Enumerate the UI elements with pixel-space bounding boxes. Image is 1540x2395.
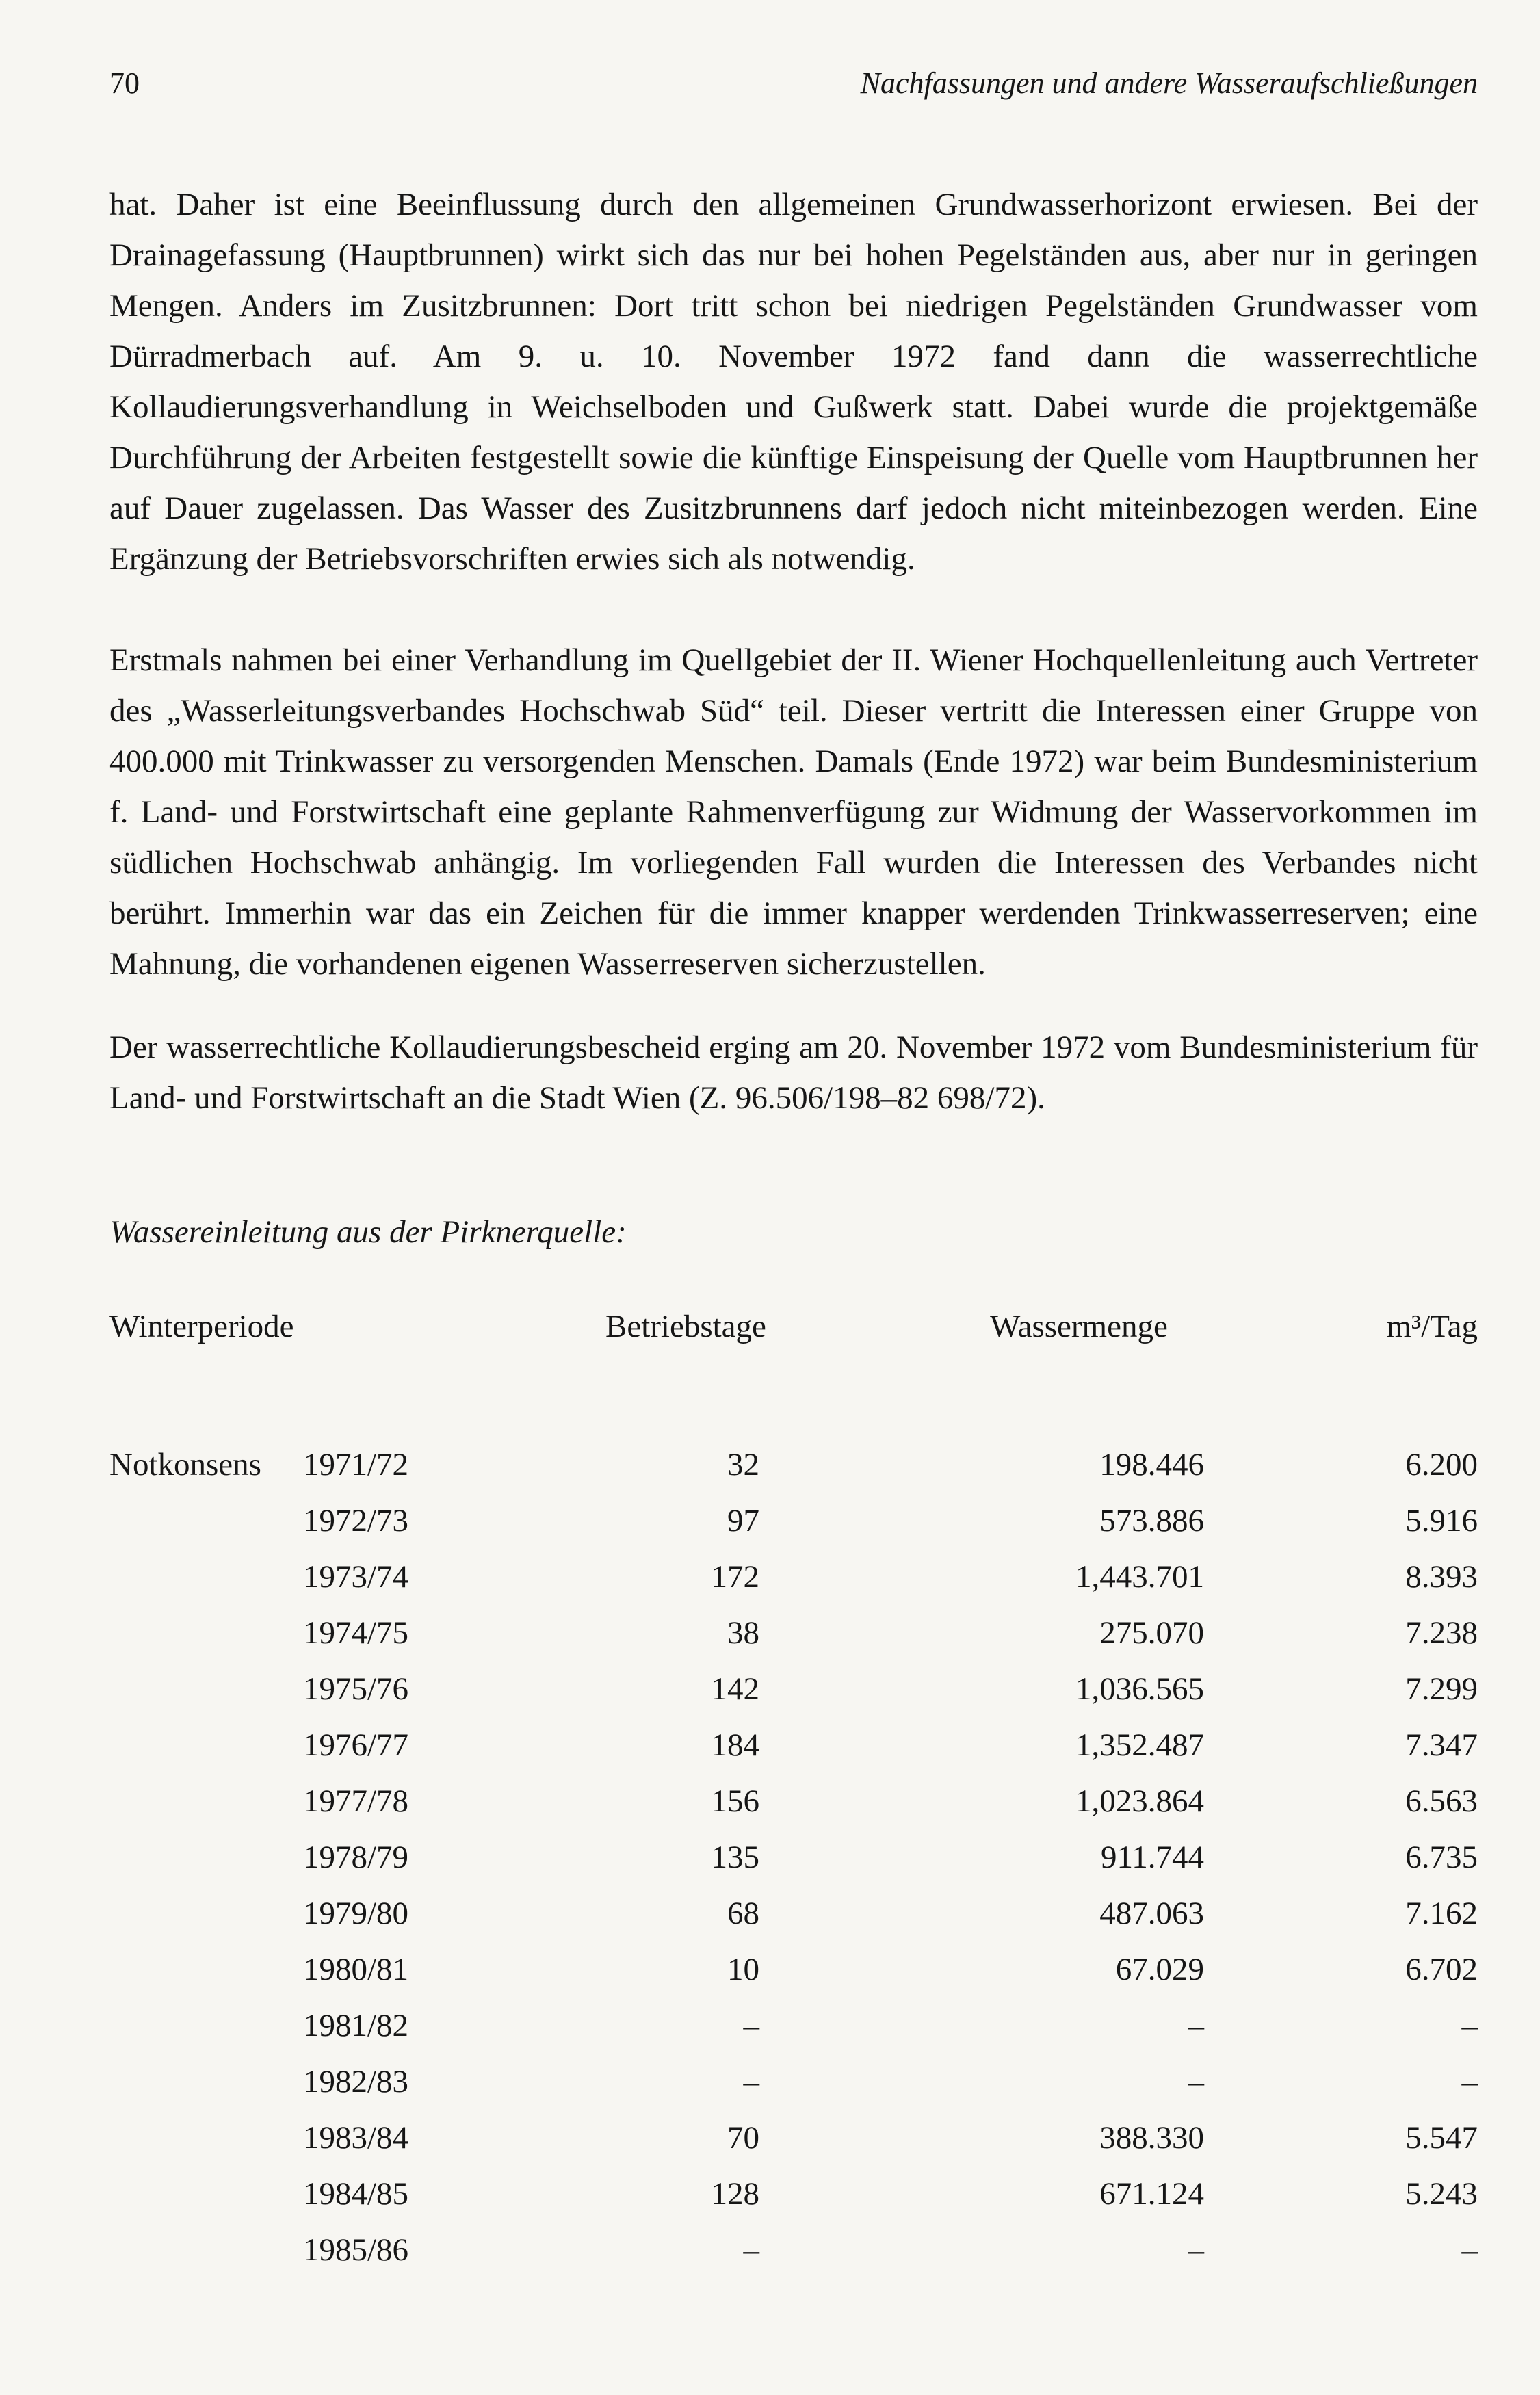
row-operating-days: 172	[711, 1559, 759, 1595]
row-per-day: 6.563	[1405, 1783, 1478, 1819]
row-per-day: 7.299	[1405, 1671, 1478, 1707]
table-row	[109, 1671, 1478, 1727]
header-winter-period: Winterperiode	[109, 1309, 294, 1344]
paragraph-3: Der wasserrechtliche Kollaudierungsbescheid erging am 20. November 1972 vom Bundesministerium für Land- und Forstwirtschaft an die Stadt Wien (Z. 96.506/198–82 698/72).	[109, 1030, 1478, 1116]
row-operating-days: 32	[727, 1447, 759, 1482]
row-water-quantity: –	[1188, 2008, 1204, 2043]
row-per-day: 5.916	[1405, 1503, 1478, 1539]
row-period: 1976/77	[303, 1727, 409, 1763]
row-per-day: –	[1461, 2008, 1478, 2043]
running-head: Nachfassungen und andere Wasseraufschließungen	[860, 66, 1478, 100]
table-row	[109, 1895, 1478, 1951]
row-operating-days: 70	[727, 2120, 759, 2156]
row-per-day: 5.243	[1405, 2176, 1478, 2212]
table-header-row	[109, 1308, 1478, 1363]
table-row	[109, 1951, 1478, 2007]
row-period: 1980/81	[303, 1952, 409, 1987]
row-water-quantity: 1,352.487	[1075, 1727, 1204, 1763]
row-operating-days: 38	[727, 1615, 759, 1651]
row-water-quantity: 67.029	[1115, 1952, 1204, 1987]
row-per-day: 7.347	[1405, 1727, 1478, 1763]
row-water-quantity: 573.886	[1099, 1503, 1204, 1539]
row-water-quantity: 671.124	[1099, 2176, 1204, 2212]
page-number: 70	[109, 66, 140, 100]
paragraph-1: hat. Daher ist eine Beeinflussung durch den allgemeinen Grundwasserhorizont erwiesen. Bei der Drainagefassung (Hauptbrunnen) wirkt sich das nur bei hohen Pegelständen aus, aber nur in geringen Mengen. Anders im Zusitzbrunnen: Dort tritt schon bei niedrigen Pegelständen Grundwasser vom Dürradmerbach auf. Am 9. u. 10. November 1972 fand dann die wasserrechtliche Kollaudierungsverhandlung in Weichselboden und Gußwerk statt. Dabei wurde die projektgemäße Durchführung der Arbeiten festgestellt sowie die künftige Einspeisung der Quelle vom Hauptbrunnen her auf Dauer zugelassen. Das Wasser des Zusitzbrunnens darf jedoch nicht miteinbezogen werden. Eine Ergänzung der Betriebsvorschriften erwies sich als notwendig.	[109, 187, 1478, 577]
table-row	[109, 2007, 1478, 2063]
page-header	[109, 66, 1478, 114]
table-body	[109, 1446, 1478, 2288]
row-water-quantity: 388.330	[1099, 2120, 1204, 2156]
row-period: 1971/72	[303, 1447, 409, 1482]
row-period: 1979/80	[303, 1896, 409, 1931]
row-per-day: 5.547	[1405, 2120, 1478, 2156]
table-row	[109, 1502, 1478, 1558]
row-operating-days: –	[743, 2232, 759, 2268]
header-water-quantity: Wassermenge	[990, 1309, 1168, 1344]
row-operating-days: 10	[727, 1952, 759, 1987]
row-water-quantity: 1,023.864	[1075, 1783, 1204, 1819]
row-period: 1984/85	[303, 2176, 409, 2212]
row-operating-days: 128	[711, 2176, 759, 2212]
row-operating-days: 68	[727, 1896, 759, 1931]
row-period: 1974/75	[303, 1615, 409, 1651]
row-per-day: –	[1461, 2232, 1478, 2268]
row-period: 1981/82	[303, 2008, 409, 2043]
table-row	[109, 1558, 1478, 1614]
row-period: 1972/73	[303, 1503, 409, 1539]
table-row	[109, 1783, 1478, 1839]
row-water-quantity: 275.070	[1099, 1615, 1204, 1651]
table-row	[109, 2175, 1478, 2232]
table-caption: Wassereinleitung aus der Pirknerquelle:	[109, 1214, 627, 1250]
row-per-day: 6.702	[1405, 1952, 1478, 1987]
table-row	[109, 1839, 1478, 1895]
row-water-quantity: 198.446	[1099, 1447, 1204, 1482]
row-period: 1982/83	[303, 2064, 409, 2099]
row-per-day: 7.162	[1405, 1896, 1478, 1931]
table-row	[109, 1727, 1478, 1783]
row-period: 1985/86	[303, 2232, 409, 2268]
row-period: 1983/84	[303, 2120, 409, 2156]
table-row	[109, 1446, 1478, 1502]
table-row	[109, 2232, 1478, 2288]
row-label: Notkonsens	[109, 1447, 261, 1482]
row-water-quantity: 1,443.701	[1075, 1559, 1204, 1595]
row-per-day: 6.200	[1405, 1447, 1478, 1482]
row-operating-days: 156	[711, 1783, 759, 1819]
row-per-day: –	[1461, 2064, 1478, 2099]
row-water-quantity: 487.063	[1099, 1896, 1204, 1931]
water-intake-table	[109, 1308, 1478, 2288]
row-period: 1975/76	[303, 1671, 409, 1707]
table-row	[109, 2119, 1478, 2175]
row-per-day: 7.238	[1405, 1615, 1478, 1651]
row-operating-days: 142	[711, 1671, 759, 1707]
row-per-day: 6.735	[1405, 1840, 1478, 1875]
row-operating-days: 135	[711, 1840, 759, 1875]
row-period: 1973/74	[303, 1559, 409, 1595]
paragraph-2: Erstmals nahmen bei einer Verhandlung im Quellgebiet der II. Wiener Hochquellenleitung auch Vertreter des „Wasserleitungsverbandes Hochschwab Süd“ teil. Dieser vertritt die Interessen einer Gruppe von 400.000 mit Trinkwasser zu versorgenden Menschen. Damals (Ende 1972) war beim Bundesministerium f. Land- und Forstwirtschaft eine geplante Rahmenverfügung zur Widmung der Wasservorkommen im südlichen Hochschwab anhängig. Im vorliegenden Fall wurden die Interessen des Verbandes nicht berührt. Immerhin war das ein Zeichen für die immer knapper werdenden Trinkwasserreserven; eine Mahnung, die vorhandenen eigenen Wasserreserven sicherzustellen.	[109, 642, 1478, 982]
row-operating-days: –	[743, 2008, 759, 2043]
row-water-quantity: –	[1188, 2064, 1204, 2099]
table-row	[109, 2063, 1478, 2119]
table-row	[109, 1614, 1478, 1671]
row-operating-days: 184	[711, 1727, 759, 1763]
row-operating-days: –	[743, 2064, 759, 2099]
row-period: 1978/79	[303, 1840, 409, 1875]
row-operating-days: 97	[727, 1503, 759, 1539]
header-operating-days: Betriebstage	[605, 1309, 766, 1344]
row-water-quantity: 911.744	[1100, 1840, 1204, 1875]
row-water-quantity: 1,036.565	[1075, 1671, 1204, 1707]
row-per-day: 8.393	[1405, 1559, 1478, 1595]
row-water-quantity: –	[1188, 2232, 1204, 2268]
header-unit-per-day: m³/Tag	[1386, 1309, 1478, 1344]
row-period: 1977/78	[303, 1783, 409, 1819]
